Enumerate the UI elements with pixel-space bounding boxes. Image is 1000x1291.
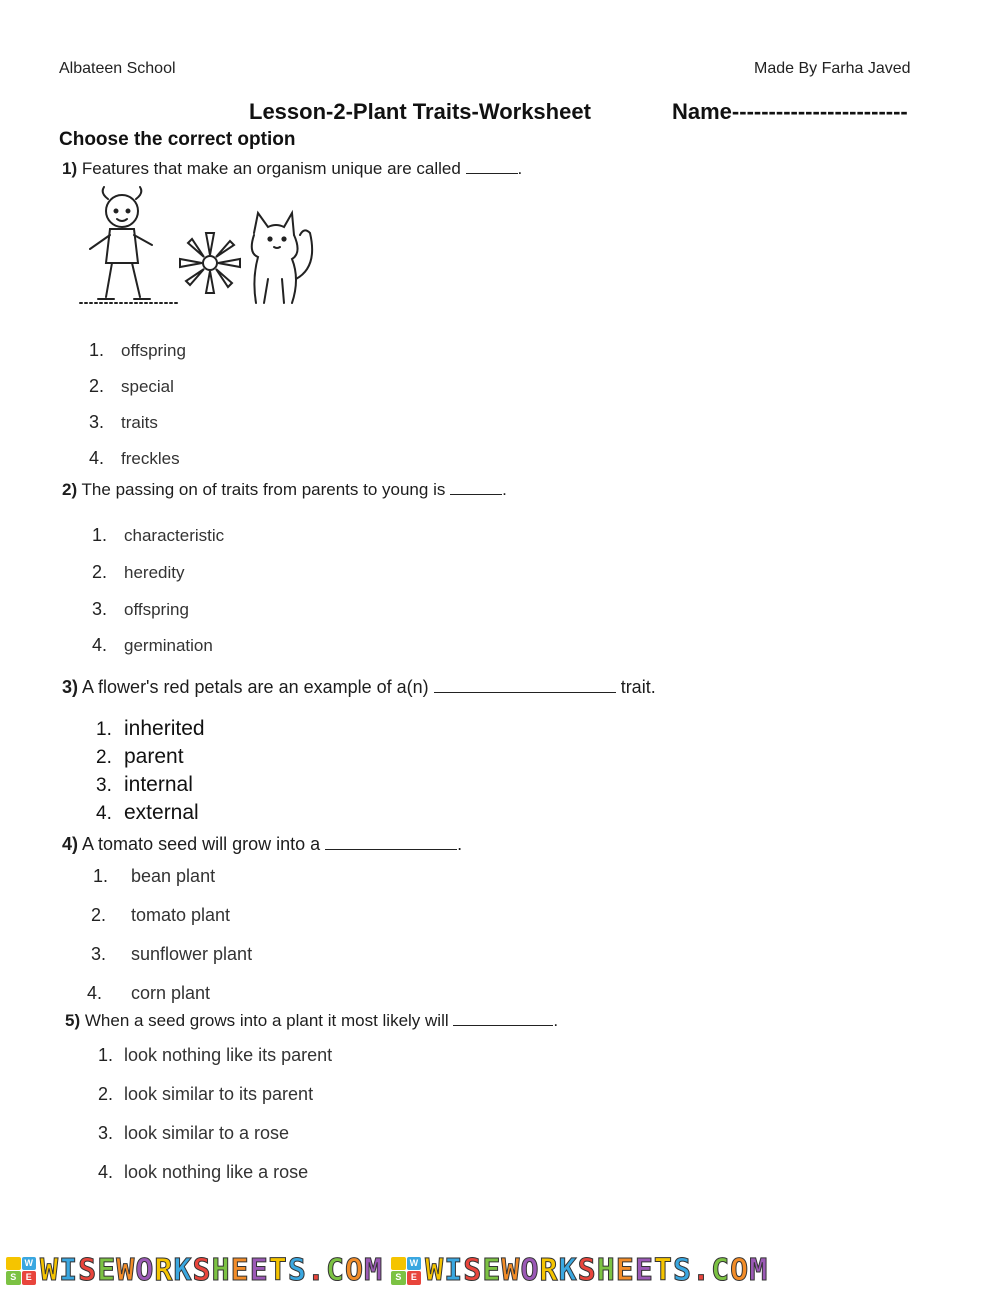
watermark-text-1 [40, 1252, 383, 1290]
option-1-3[interactable]: 3. traits [89, 412, 158, 432]
watermark-letter: M [364, 1252, 384, 1288]
option-4-4[interactable]: 4. corn plant [87, 983, 211, 1003]
option-5-4[interactable]: 4. look nothing like a rose [98, 1162, 309, 1182]
watermark-letter: O [345, 1252, 365, 1288]
watermark-letter: S [577, 1252, 597, 1288]
option-3-4[interactable]: 4. external [96, 801, 199, 824]
watermark-letter: E [230, 1252, 250, 1288]
watermark-letter: T [268, 1252, 288, 1288]
watermark-letter: R [539, 1252, 559, 1288]
option-3-3[interactable]: 3. internal [96, 773, 193, 796]
watermark-letter: W [501, 1252, 521, 1288]
author-name: Made By Farha Javed [754, 60, 911, 77]
page-title: Lesson-2-Plant Traits-Worksheet [249, 99, 591, 124]
instruction: Choose the correct option [59, 129, 296, 150]
option-4-1[interactable]: 1. bean plant [93, 866, 216, 886]
option-2-2[interactable]: 2. heredity [92, 562, 185, 582]
watermark-letter: S [672, 1252, 692, 1288]
watermark-letter: E [634, 1252, 654, 1288]
watermark-letter: R [154, 1252, 174, 1288]
watermark-letter: E [249, 1252, 269, 1288]
option-2-3[interactable]: 3. offspring [92, 599, 189, 619]
watermark-letter: . [306, 1252, 326, 1288]
option-2-4[interactable]: 4. germination [92, 635, 213, 655]
watermark-letter: W [40, 1252, 60, 1288]
watermark-letter: K [173, 1252, 193, 1288]
watermark-letter: I [444, 1252, 464, 1288]
question-4: 4) A tomato seed will grow into a . [62, 834, 463, 854]
option-1-2[interactable]: 2. special [89, 376, 174, 396]
watermark-letter: I [59, 1252, 79, 1288]
cat [252, 213, 312, 303]
watermark-letter: W [116, 1252, 136, 1288]
watermark-letter: S [463, 1252, 483, 1288]
watermark-footer [0, 1250, 1000, 1291]
watermark-letter: H [211, 1252, 231, 1288]
watermark-letter: E [615, 1252, 635, 1288]
option-4-3[interactable]: 3. sunflower plant [91, 944, 253, 964]
watermark-text-2 [425, 1252, 768, 1290]
flower [180, 233, 240, 293]
watermark-letter: E [97, 1252, 117, 1288]
watermark-letter: C [325, 1252, 345, 1288]
girl-flower-cat-illustration [78, 183, 320, 311]
option-3-2[interactable]: 2. parent [96, 745, 184, 768]
option-3-1[interactable]: 1. inherited [96, 717, 205, 740]
watermark-letter: C [711, 1252, 731, 1288]
watermark-letter: S [192, 1252, 212, 1288]
wiseworksheets-logo: W S E [6, 1257, 36, 1285]
watermark-letter: M [749, 1252, 769, 1288]
school-name: Albateen School [59, 60, 176, 77]
watermark-letter: O [135, 1252, 155, 1288]
option-5-1[interactable]: 1. look nothing like its parent [98, 1045, 333, 1065]
question-3: 3) A flower's red petals are an example of a(n) trait. [62, 677, 656, 697]
watermark-letter: W [425, 1252, 445, 1288]
wiseworksheets-logo: W S E [391, 1257, 421, 1285]
option-1-1[interactable]: 1. offspring [89, 340, 186, 360]
watermark-letter: H [596, 1252, 616, 1288]
girl-head [106, 195, 138, 227]
watermark-letter: O [730, 1252, 750, 1288]
option-5-2[interactable]: 2. look similar to its parent [98, 1084, 314, 1104]
option-2-1[interactable]: 1. characteristic [92, 525, 225, 545]
question-5: 5) When a seed grows into a plant it most likely will . [65, 1011, 559, 1030]
name-field: Name------------------------ [672, 99, 908, 124]
option-1-4[interactable]: 4. freckles [89, 448, 180, 468]
question-2: 2) The passing on of traits from parents to young is . [62, 480, 507, 499]
watermark-letter: S [287, 1252, 307, 1288]
option-4-2[interactable]: 2. tomato plant [91, 905, 231, 925]
watermark-letter: K [558, 1252, 578, 1288]
watermark-letter: O [520, 1252, 540, 1288]
watermark-letter: . [692, 1252, 712, 1288]
question-1: 1) Features that make an organism unique are called . [62, 159, 523, 178]
watermark-letter: S [78, 1252, 98, 1288]
option-5-3[interactable]: 3. look similar to a rose [98, 1123, 290, 1143]
watermark-letter: T [653, 1252, 673, 1288]
watermark-letter: E [482, 1252, 502, 1288]
